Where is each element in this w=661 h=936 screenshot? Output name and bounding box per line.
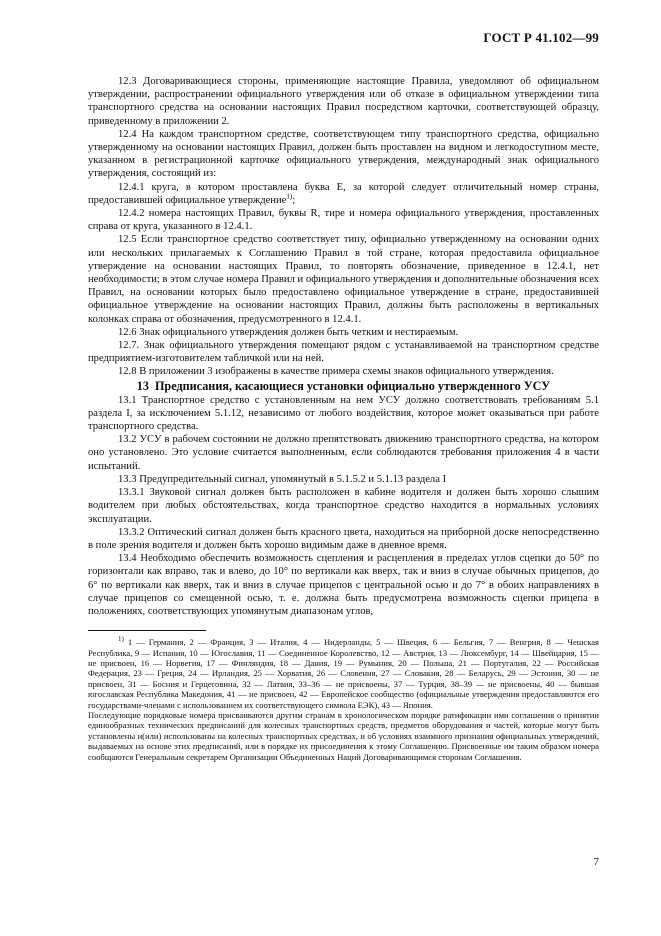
- footnote-continuation: Последующие порядковые номера присваиваются другим странам в хронологическом порядке ратификации ими соглашения о принятии единообразных технических предписаний для колесных транспортных средств, предметов оборудования и частей, которые могут быть установлены и(или) использованы на колесных транспортных средствах, и об условиях взаимного признания официальных утверждений, выдаваемых на основе этих предписаний, или в порядке их присоединения к этому Соглашению. Присвоенные им таким образом номера сообщаются Генеральным секретарем Организации Объединенных Наций Договаривающимся сторонам Соглашения.: [88, 709, 599, 762]
- paragraph-12-5: 12.5 Если транспортное средство соответствует типу, официально утвержденному на основании одних или нескольких прилагаемых к Соглашению Правил в той стране, которая предоставила официальное утверждение на основании настоящих Правил, то повторять обозначение, приведенное в 12.4.1, нет необходимости; в этом случае номера Правил и официального утверждения и дополнительные обозначения всех Правил, на основании которых было предоставлено официальное утверждение в стране, предоставившей официальное утверждение на основании настоящих Правил, должны быть расположены в вертикальных колонках справа от обозначения, предусмотренного в 12.4.1.: [88, 234, 599, 325]
- section-number: 13: [136, 378, 149, 393]
- paragraph-12-6: 12.6 Знак официального утверждения должен быть четким и нестираемым.: [118, 326, 459, 338]
- page-number: 7: [593, 856, 599, 868]
- section-title: Предписания, касающиеся установки официально утвержденного УСУ: [154, 378, 551, 393]
- paragraph-12-4-1-text: 12.4.1 круга, в котором проставлена буква E, за которой следует отличительный номер страны, предоставившей официальное утверждение: [88, 181, 599, 206]
- footnote-divider: [88, 630, 206, 631]
- section-13-heading: [88, 379, 599, 394]
- footnote-reference[interactable]: 1): [286, 192, 293, 201]
- paragraph-12-7: 12.7. Знак официального утверждения помещают рядом с устанавливаемой на транспортном средстве предприятием-изготовителем табличкой или на ней.: [88, 340, 599, 365]
- paragraph-13-3-1: 13.3.1 Звуковой сигнал должен быть расположен в кабине водителя и должен быть хорошо слышим водителем при любых обстоятельствах, когда транспортное средство находится в нормальных условиях эксплуатации.: [88, 487, 599, 525]
- paragraph-13-3-2: 13.3.2 Оптический сигнал должен быть красного цвета, находиться на приборной доске непосредственно в поле зрения водителя и должен быть хорошо видимым даже в дневное время.: [88, 526, 599, 551]
- paragraph-12-3: 12.3 Договаривающиеся стороны, применяющие настоящие Правила, уведомляют об официальном утверждении, распространении официального утверждения или об отказе в официальном утверждении типа транспортного средства на основании настоящих Правил посредством карточки, соответствующей образцу, приведенному в приложении 2.: [88, 76, 599, 127]
- paragraph-13-4: 13.4 Необходимо обеспечить возможность сцепления и расцепления в пределах углов сцепки до 50° по горизонтали как вправо, так и влево, до 10° по вертикали как вверх, так и вниз в случае обычных прицепов, до 6° по вертикали как вверх, так и вниз в случае прицепов с центральной осью и до 7° в обоих направлениях в случае прицепов со смещенной осью, т. е. должна быть предусмотрена возможность сцепки прицепа в положениях, соответствующих упомянутым диапазонам углов,: [88, 553, 599, 617]
- paragraph-12-8: 12.8 В приложении 3 изображены в качестве примера схемы знаков официального утверждения.: [118, 366, 554, 378]
- paragraph-13-1: 13.1 Транспортное средство с установленным на нем УСУ должно соответствовать требованиям 5.1 раздела I, за исключением 5.1.12, независимо от любого воздействия, которое может оказываться при работе транспортного средства.: [88, 394, 599, 433]
- document-code-header: ГОСТ Р 41.102—99: [483, 30, 599, 45]
- footnote-country-list: [88, 637, 599, 710]
- footnote: [88, 637, 599, 762]
- paragraph-12-4-2: 12.4.2 номера настоящих Правил, буквы R, тире и номера официального утверждения, проставленных справа от круга, указанного в 12.4.1.: [88, 208, 599, 233]
- footnote-marker: 1): [118, 635, 124, 644]
- paragraph-12-4: 12.4 На каждом транспортном средстве, соответствующем типу транспортного средства, официально утвержденному на основании настоящих Правил, должен быть проставлен на видном и легкодоступном месте, указанном в регистрационной карточке официального утверждения, международный знак официального утверждения, состоящий из:: [88, 128, 599, 180]
- paragraph-12-4-1-tail: ;: [292, 194, 296, 206]
- paragraph-13-2: 13.2 УСУ в рабочем состоянии не должно препятствовать движению транспортного средства, на котором оно установлено. Это условие считается выполненным, если соблюдаются требования приложения 4 в части испытаний.: [88, 434, 599, 472]
- paragraph-12-4-1: [88, 181, 599, 207]
- paragraph-13-3: 13.3 Предупредительный сигнал, упомянутый в 5.1.5.2 и 5.1.13 раздела I: [118, 473, 447, 485]
- footnote-list-text: 1 — Германия, 2 — Франция, 3 — Италия, 4 — Нидерланды, 5 — Швеция, 6 — Бельгия, 7 — Венгрия, 8 — Чешская Республика, 9 — Испания, 10 — Югославия, 11 — Соединенное Королевство, 12 — Австрия, 13 — Люксембург, 14 — Швейцария, 15 — не присвоен, 16 — Норвегия, 17 — Финляндия, 18 — Дания, 19 — Румыния, 20 — Польша, 21 — Португалия, 22 — Российская Федерация, 23 — Греция, 24 — Ирландия, 25 — Хорватия, 26 — Словения, 27 — Словакия, 28 — Беларусь, 29 — Эстония, 30 — не присвоен, 31 — Босния и Герцеговина, 32 — Латвия, 33–36 — не присвоены, 37 — Турция, 38–39 — не присвоены, 40 — бывшая югославская Республика Македония, 41 — не присвоен, 42 — Европейское сообщество (официальные утверждения предоставляются его государствами-членами с использованием их соответствующего символа ЕЭК), 43 — Япония.: [88, 637, 599, 710]
- main-text: [88, 75, 599, 762]
